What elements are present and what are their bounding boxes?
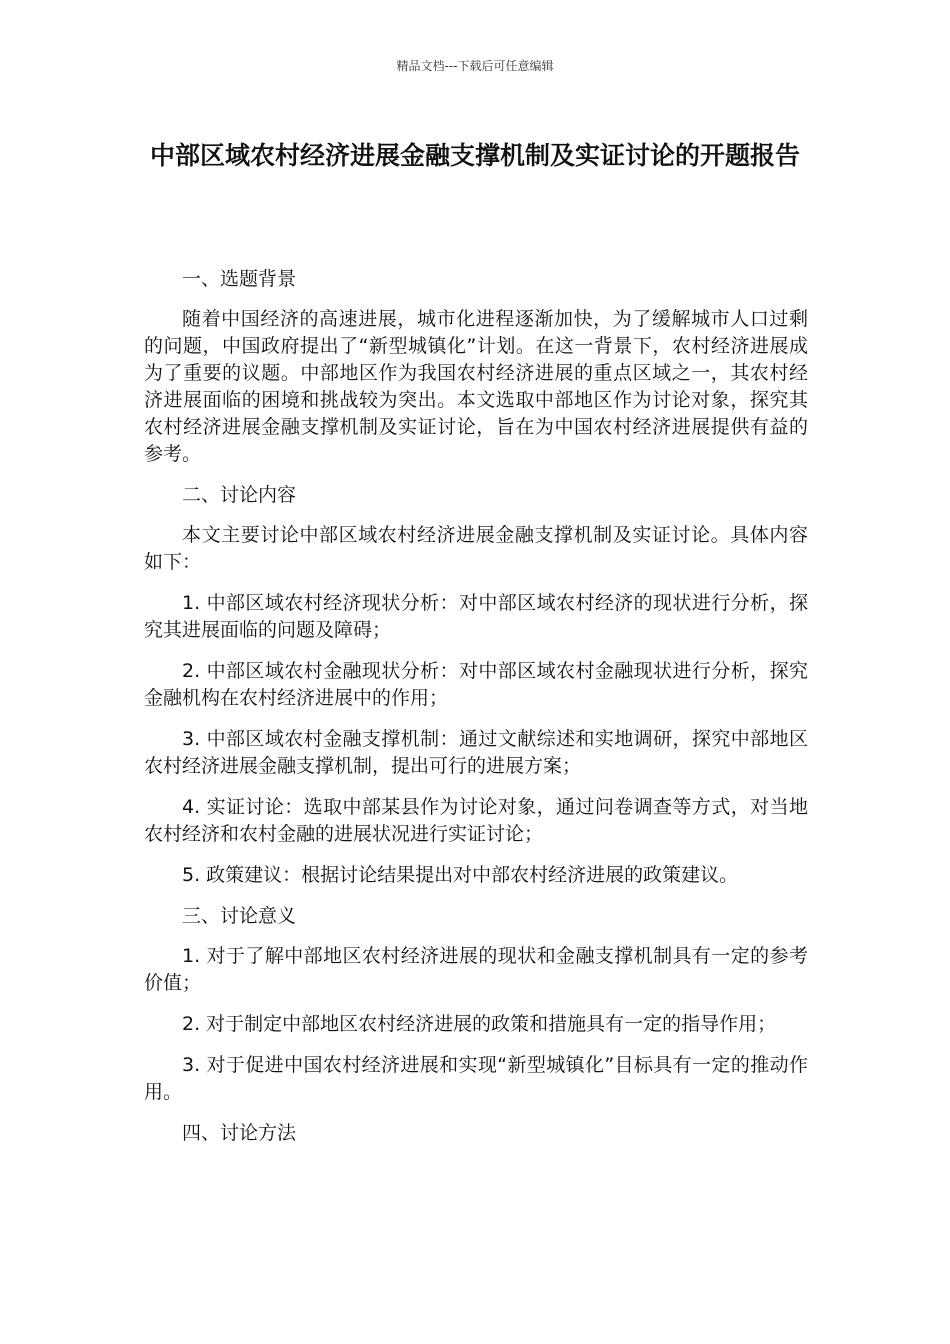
paragraph-background: 随着中国经济的高速进展，城市化进程逐渐加快，为了缓解城市人口过剩的问题，中国政府提出了“新型城镇化”计划。在这一背景下，农村经济进展成为了重要的议题。中部地区作为我国农村经济进展的重点区域之一，其农村经济进展面临的困境和挑战较为突出。本文选取中部地区作为讨论对象，探究其农村经济进展金融支撑机制及实证讨论，旨在为中国农村经济进展提供有益的参考。 — [144, 308, 808, 465]
section-heading-content: 二、讨论内容 — [182, 484, 297, 506]
list-item-content-3: 3. 中部区域农村金融支撑机制：通过文献综述和实地调研，探究中部地区农村经济进展金融支撑机制，提出可行的进展方案； — [144, 728, 808, 777]
section-heading-methods: 四、讨论方法 — [182, 1122, 297, 1144]
document-body — [144, 266, 808, 1160]
section-heading-significance: 三、讨论意义 — [182, 905, 297, 927]
list-item-significance-3: 3. 对于促进中国农村经济进展和实现“新型城镇化”目标具有一定的推动作用。 — [144, 1054, 808, 1103]
list-item-content-5: 5. 政策建议：根据讨论结果提出对中部农村经济进展的政策建议。 — [182, 864, 739, 886]
document-title: 中部区域农村经济进展金融支撑机制及实证讨论的开题报告 — [149, 141, 800, 170]
list-item-content-2: 2. 中部区域农村金融现状分析：对中部区域农村金融现状进行分析，探究金融机构在农村经济进展中的作用； — [144, 660, 808, 709]
paragraph-content-intro: 本文主要讨论中部区域农村经济进展金融支撑机制及实证讨论。具体内容如下： — [144, 524, 808, 573]
list-item-content-1: 1. 中部区域农村经济现状分析：对中部区域农村经济的现状进行分析，探究其进展面临的问题及障碍； — [144, 592, 808, 641]
list-item-content-4: 4. 实证讨论：选取中部某县作为讨论对象，通过问卷调查等方式，对当地农村经济和农村金融的进展状况进行实证讨论； — [144, 796, 808, 845]
list-item-significance-2: 2. 对于制定中部地区农村经济进展的政策和措施具有一定的指导作用； — [182, 1013, 777, 1035]
section-heading-background: 一、选题背景 — [182, 268, 297, 290]
list-item-significance-1: 1. 对于了解中部地区农村经济进展的现状和金融支撑机制具有一定的参考价值； — [144, 945, 808, 994]
header-note: 精品文档---下载后可任意编辑 — [396, 59, 554, 73]
